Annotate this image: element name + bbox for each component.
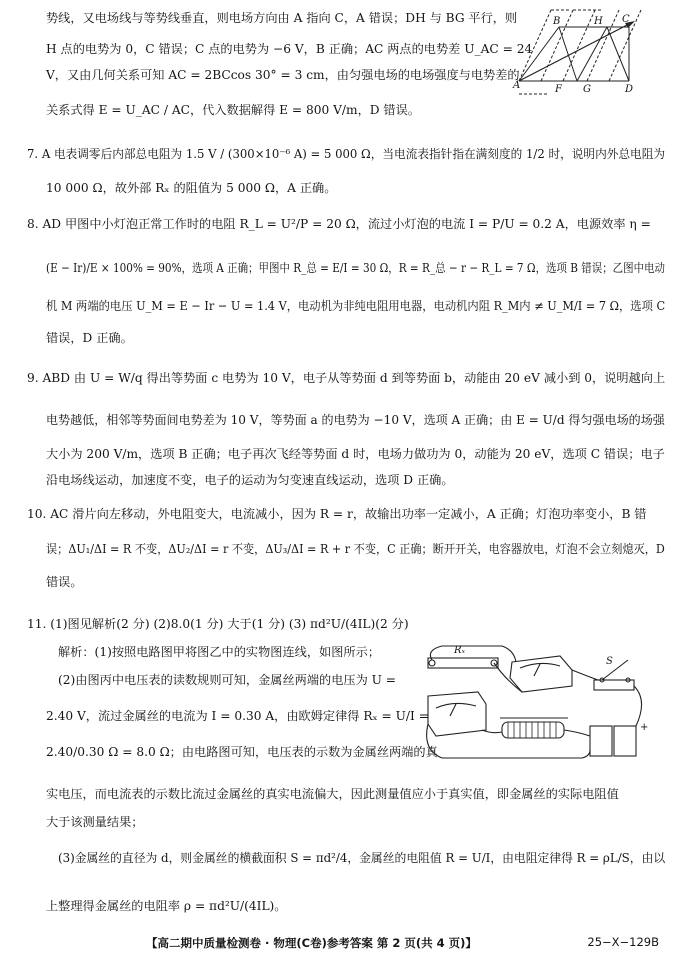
text-line: 机 M 两端的电压 U_M = E − Ir − U = 1.4 V，电动机为非纯电阻用电器，电动机内阻 R_M内 ≠ U_M/I = 7 Ω，选项 C bbox=[46, 299, 666, 313]
text-line: (3)金属丝的直径为 d，则金属丝的横截面积 S = πd²/4，金属丝的电阻值 R = U/I，由电阻定律得 R = ρL/S，由以 bbox=[58, 851, 666, 865]
text-line: 上整理得金属丝的电阻率 ρ = πd²U/(4IL)。 bbox=[46, 899, 287, 913]
label-g: G bbox=[583, 84, 591, 95]
text-line: 势线，又电场线与等势线垂直，则电场方向由 A 指向 C，A 错误；DH 与 BG 平行，则 bbox=[46, 11, 518, 25]
answer-9: 9. ABD 由 U = W/q 得出等势面 c 电势为 10 V，电子从等势面 d 到等势面 b，动能由 20 eV 减小到 0，说明越向上 bbox=[27, 371, 666, 385]
answer-10: 10. AC 滑片向左移动，外电阻变大，电流减小，因为 R = r，故输出功率一定减小，A 正确；灯泡功率变小，B 错 bbox=[27, 507, 647, 521]
text-line: V，又由几何关系可知 AC = 2BCcos 30° = 3 cm，由匀强电场的电场强度与电势差的 bbox=[46, 68, 520, 82]
answer-11: 11. (1)图见解析(2 分) (2)8.0(1 分) 大于(1 分) (3) πd²U/(4IL)(2 分) bbox=[27, 617, 409, 631]
label-b: B bbox=[553, 16, 561, 27]
text-line: 解析：(1)按照电路图甲将图乙中的实物图连线，如图所示； bbox=[58, 645, 380, 659]
text-line: 错误，D 正确。 bbox=[46, 331, 133, 345]
text-line: 2.40/0.30 Ω = 8.0 Ω；由电路图可知，电压表的示数为金属丝两端的真 bbox=[46, 745, 438, 759]
battery bbox=[614, 726, 636, 756]
label-f: F bbox=[555, 84, 562, 95]
voltmeter bbox=[428, 692, 486, 736]
ammeter bbox=[510, 656, 572, 692]
circuit-figure bbox=[422, 640, 662, 770]
label-d: D bbox=[625, 84, 634, 95]
text-line: 电势越低，相邻等势面间电势差为 10 V，等势面 a 的电势为 −10 V，选项 A 正确；由 E = U/d 得匀强电场的场强 bbox=[46, 413, 665, 427]
label-plus: + bbox=[640, 722, 649, 733]
label-rx: Rₓ bbox=[454, 645, 466, 656]
figure-edge bbox=[607, 27, 629, 81]
text-line: (2)由图丙中电压表的读数规则可知，金属丝两端的电压为 U = bbox=[58, 673, 396, 687]
text-line: H 点的电势为 0，C 错误；C 点的电势为 −6 V，B 正确；AC 两点的电势差 U_AC = 24 bbox=[46, 42, 533, 56]
text-line: 2.40 V，流过金属丝的电流为 I = 0.30 A，由欧姆定律得 Rₓ = U/I = bbox=[46, 709, 429, 723]
footer-code: 25−X−129B bbox=[587, 935, 659, 949]
answer-7: 7. A 电表调零后内部总电阻为 1.5 V / (300×10⁻⁶ A) = 5 000 Ω，当电流表指针指在满刻度的 1/2 时，说明内外总电阻为 bbox=[27, 147, 666, 161]
answer-8: 8. AD 甲图中小灯泡正常工作时的电阻 R_L = U²/P = 20 Ω，流过小灯泡的电流 I = P/U = 0.2 A，电源效率 η = bbox=[27, 217, 651, 231]
label-c: C bbox=[622, 14, 630, 25]
resistor-board bbox=[428, 658, 498, 668]
rheostat bbox=[502, 722, 564, 738]
text-line: 大小为 200 V/m，选项 B 正确；电子再次飞经等势面 d 时，电场力做功为 0，动能为 20 eV，选项 C 错误；电子 bbox=[46, 447, 665, 461]
label-h: H bbox=[594, 16, 603, 27]
text-line: 错误。 bbox=[46, 575, 83, 589]
battery bbox=[590, 726, 612, 756]
text-line: 沿电场线运动，加速度不变，电子的运动为匀变速直线运动，选项 D 正确。 bbox=[46, 473, 454, 487]
footer-title: 【高二期中质量检测卷 · 物理(C卷)参考答案 第 2 页(共 4 页)】 bbox=[146, 936, 477, 950]
text-line: 关系式得 E = U_AC / AC，代入数据解得 E = 800 V/m，D 错误。 bbox=[46, 103, 420, 117]
label-s: S bbox=[606, 656, 613, 667]
text-line: 实电压，而电流表的示数比流过金属丝的真实电流偏大，因此测量值应小于真实值，即金属丝的实际电阻值 bbox=[46, 787, 619, 801]
figure-edge bbox=[519, 27, 559, 81]
text-line: 10 000 Ω，故外部 Rₓ 的阻值为 5 000 Ω，A 正确。 bbox=[46, 181, 337, 195]
label-a: A bbox=[513, 80, 521, 91]
text-line: (E − Ir)/E × 100% = 90%，选项 A 正确；甲图中 R_总 = E/I = 30 Ω，R = R_总 − r − R_L = 7 Ω，选项 B 错误；乙图中电动 bbox=[46, 261, 666, 275]
text-line: 误；ΔU₁/ΔI = R 不变，ΔU₂/ΔI = r 不变，ΔU₃/ΔI = R + r 不变，C 正确；断开开关，电容器放电，灯泡不会立刻熄灭，D bbox=[46, 542, 665, 556]
page-footer bbox=[0, 935, 677, 955]
equipotential-figure bbox=[511, 8, 669, 96]
text-line: 大于该测量结果； bbox=[46, 815, 144, 829]
figure-edge bbox=[577, 27, 607, 81]
